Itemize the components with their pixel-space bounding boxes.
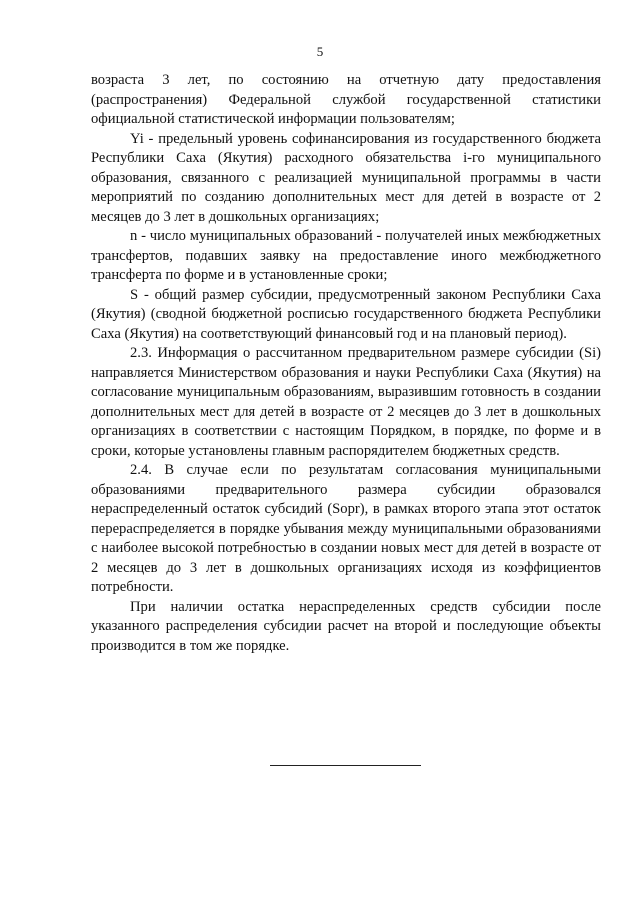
document-body	[91, 71, 601, 656]
paragraph-clause-2-3: 2.3. Информация о рассчитанном предварительном размере субсидии (Si) направляется Министерством образования и науки Республики Саха (Якутия) на согласование муниципальным образованиям, выразившим готовность в создании дополнительных мест для детей в возрасте от 2 месяцев до 3 лет в дошкольных организациях в соответствии с настоящим Порядком, в порядке, по форме и в сроки, которые установлены главным распорядителем бюджетных средств.	[91, 345, 601, 459]
paragraph-n-definition: n - число муниципальных образований - получателей иных межбюджетных трансфертов, подавших заявку на предоставление иного межбюджетного трансферта по форме и в установленные сроки;	[91, 228, 601, 283]
paragraph-yi-definition: Yi - предельный уровень софинансирования из государственного бюджета Республики Саха (Якутия) расходного обязательства i-го муниципального образования, связанного с реализацией муниципальной программы в части мероприятий по созданию дополнительных мест для детей в возрасте от 2 месяцев до 3 лет в дошкольных организациях;	[91, 130, 601, 225]
paragraph-clause-2-4: 2.4. В случае если по результатам согласования муниципальными образованиями предварительного размера субсидии образовался нераспределенный остаток субсидий (Sopr), в рамках второго этапа этот остаток перераспределяется в порядке убывания между муниципальными образованиями с наиболее высокой потребностью в создании новых мест для детей в возрасте от 2 месяцев до 3 лет в дошкольных организациях исходя из коэффициентов потребности.	[91, 462, 601, 595]
paragraph-remainder: При наличии остатка нераспределенных средств субсидии после указанного распределения субсидии расчет на второй и последующие объекты производится в том же порядке.	[91, 598, 601, 654]
paragraph-s-definition: S - общий размер субсидии, предусмотренный законом Республики Саха (Якутия) (сводной бюджетной росписью государственного бюджета Республики Саха (Якутия) на соответствующий финансовый год и на плановый период).	[91, 286, 601, 342]
closing-rule	[270, 765, 421, 766]
paragraph-continuation: возраста 3 лет, по состоянию на отчетную дату предоставления (распространения) Федеральной службой государственной статистики официальной статистической информации пользователям;	[91, 72, 601, 127]
page-number: 5	[316, 44, 324, 59]
